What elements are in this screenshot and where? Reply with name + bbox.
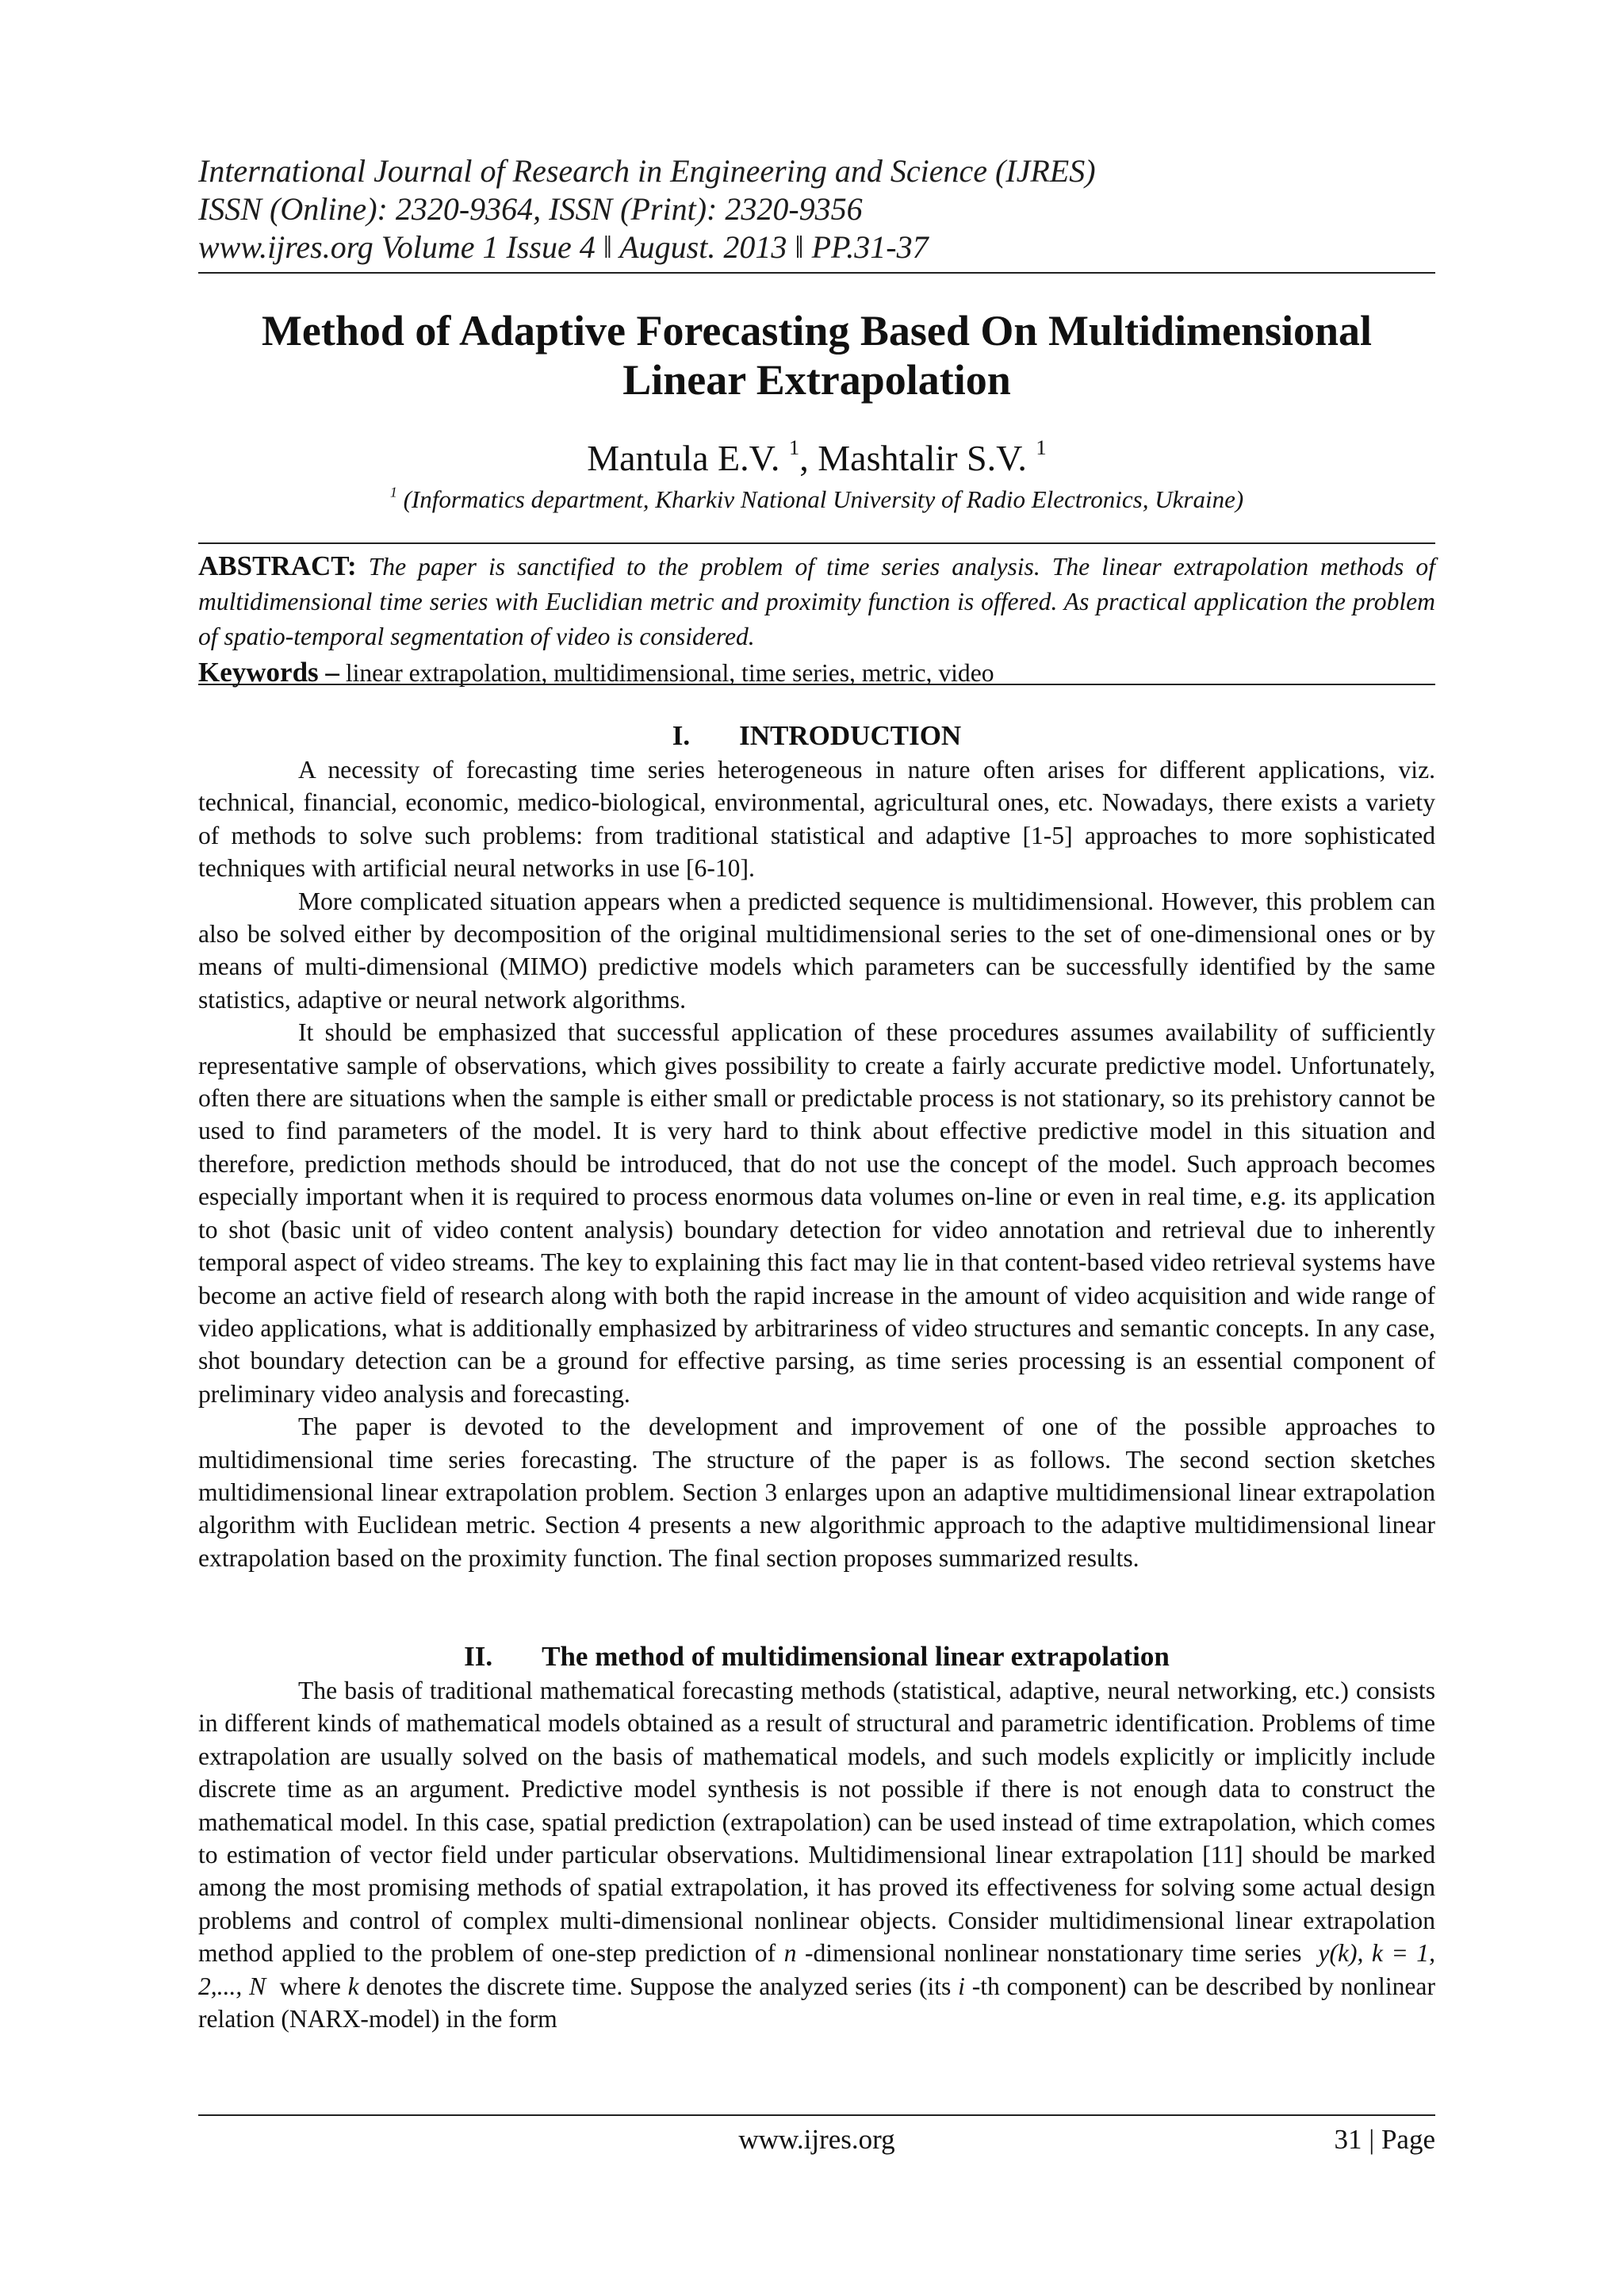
abstract-label: ABSTRACT: <box>198 550 357 581</box>
paragraph-text: The basis of traditional mathematical forecasting methods (statistical, adaptive, neural networking, etc.) consists in different kinds of mathematical models obtained as a result of structural and parametric identification. Problems of time extrapolation are usually solved on the basis of mathematical models, and such models explicitly or implicitly include discrete time as an argument. Predictive model synthesis is not possible if there is not enough data to construct the mathematical model. In this case, spatial prediction (extrapolation) can be used instead of time extrapolation, which comes to estimation of vector field under particular observations. Multidimensional linear extrapolation [11] should be marked among the most promising methods of spatial extrapolation, it has proved its effectiveness for solving some actual design problems and control of complex multi-dimensional nonlinear objects. Consider multidimensional linear extrapolation method applied to the problem of one-step prediction of <box>198 1677 1435 1968</box>
abstract-top-rule <box>198 542 1435 544</box>
paper-authors <box>198 436 1435 481</box>
math-i: i <box>958 1972 965 2000</box>
keywords <box>198 655 1435 691</box>
abstract-bottom-rule <box>198 684 1435 685</box>
journal-volume: www.ijres.org Volume 1 Issue 4 ǁ August. 2013 ǁ PP.31-37 <box>198 229 929 265</box>
affiliation-text: (Informatics department, Kharkiv National University of Radio Electronics, Ukraine) <box>403 485 1244 513</box>
journal-name: International Journal of Research in Engineering and Science (IJRES) <box>198 153 1096 189</box>
paragraph: A necessity of forecasting time series heterogeneous in nature often arises for different applications, viz. technical, financial, economic, medico-biological, environmental, agricultural ones, etc. Nowadays, there exists a variety of methods to solve such problems: from traditional statistical and adaptive [1-5] approaches to more sophisticated techniques with artificial neural networks in use [6-10]. <box>198 756 1435 883</box>
section-1-body <box>198 753 1435 1574</box>
section-2-body <box>198 1674 1435 2035</box>
journal-header <box>198 152 1435 266</box>
footer-rule <box>198 2114 1435 2116</box>
section-2-title: The method of multidimensional linear extrapolation <box>542 1641 1170 1672</box>
affiliation-mark: 1 <box>389 484 397 500</box>
abstract <box>198 549 1435 654</box>
paragraph: The paper is devoted to the development and improvement of one of the possible approaches to multidimensional time series forecasting. The structure of the paper is as follows. The second section sketches multidimensional linear extrapolation problem. Section 3 enlarges upon an adaptive multidimensional linear extrapolation algorithm with Euclidean metric. Section 4 presents a new algorithmic approach to the adaptive multidimensional linear extrapolation based on the proximity function. The final section proposes summarized results. <box>198 1412 1435 1572</box>
section-2-number: II. <box>464 1641 493 1672</box>
keywords-text: linear extrapolation, multidimensional, time series, metric, video <box>345 659 994 687</box>
paper-title <box>198 306 1435 404</box>
author-1: Mantula E.V. <box>587 438 780 478</box>
paragraph-text: -th component) can be described by nonlinear relation (NARX-model) in the form <box>198 1972 1435 2033</box>
author-affiliation <box>198 482 1435 517</box>
paragraph-text: denotes the discrete time. Suppose the analyzed series (its <box>366 1972 952 2000</box>
paragraph <box>198 1674 1435 2035</box>
footer-url: www.ijres.org <box>738 2124 895 2155</box>
paragraph: It should be emphasized that successful application of these procedures assumes availability of sufficiently representative sample of observations, which gives possibility to create a fairly accurate predictive model. Unfortunately, often there are situations when the sample is either small or predictable process is not stationary, so its prehistory cannot be used to find parameters of the model. It is very hard to think about effective predictive model in this situation and therefore, prediction methods should be introduced, that do not use the concept of the model. Such approach becomes especially important when it is required to process enormous data volumes on-line or even in real time, e.g. its application to shot (basic unit of video content analysis) boundary detection for video annotation and retrieval due to inherently temporal aspect of video streams. The key to explaining this fact may lie in that content-based video retrieval systems have become an active field of research along with both the rapid increase in the amount of video acquisition and wide range of video applications, what is additionally emphasized by arbitrariness of video structures and semantic concepts. In any case, shot boundary detection can be a ground for effective parsing, as time series processing is an essential component of preliminary video analysis and forecasting. <box>198 1018 1435 1408</box>
journal-issn: ISSN (Online): 2320-9364, ISSN (Print): 2320-9356 <box>198 191 863 227</box>
paragraph-text: where <box>279 1972 341 2000</box>
author-2-affiliation-mark: 1 <box>1036 435 1047 459</box>
section-1-heading <box>198 719 1435 753</box>
page-number: 31 | Page <box>1334 2124 1435 2155</box>
math-k: k <box>347 1972 359 2000</box>
abstract-section <box>198 549 1435 691</box>
section-1-title: INTRODUCTION <box>739 720 962 751</box>
paragraph: More complicated situation appears when a predicted sequence is multidimensional. However, this problem can also be solved either by decomposition of the original multidimensional series to the set of one-dimensional ones or by means of multi-dimensional (MIMO) predictive models which parameters can be successfully identified by the same statistics, adaptive or neural network algorithms. <box>198 887 1435 1014</box>
author-2: Mashtalir S.V. <box>818 438 1027 478</box>
author-1-affiliation-mark: 1 <box>788 435 800 459</box>
abstract-text: The paper is sanctified to the problem of time series analysis. The linear extrapolation methods of multidimensional time series with Euclidian metric and proximity function is offered. As practical application the problem of spatio-temporal segmentation of video is considered. <box>198 553 1435 650</box>
author-separator: , <box>799 438 818 478</box>
math-n: n <box>783 1939 797 1968</box>
paper-title-line2: Linear Extrapolation <box>622 356 1011 404</box>
paragraph-text: -dimensional nonlinear nonstationary time series <box>804 1939 1302 1968</box>
math-series: y(k), k = 1, 2,..., N <box>198 1939 1435 2000</box>
section-2-heading <box>198 1639 1435 1674</box>
paper-title-line1: Method of Adaptive Forecasting Based On Multidimensional <box>261 307 1373 355</box>
keywords-label: Keywords – <box>198 657 339 688</box>
header-rule <box>198 272 1435 274</box>
section-1-number: I. <box>672 720 691 751</box>
